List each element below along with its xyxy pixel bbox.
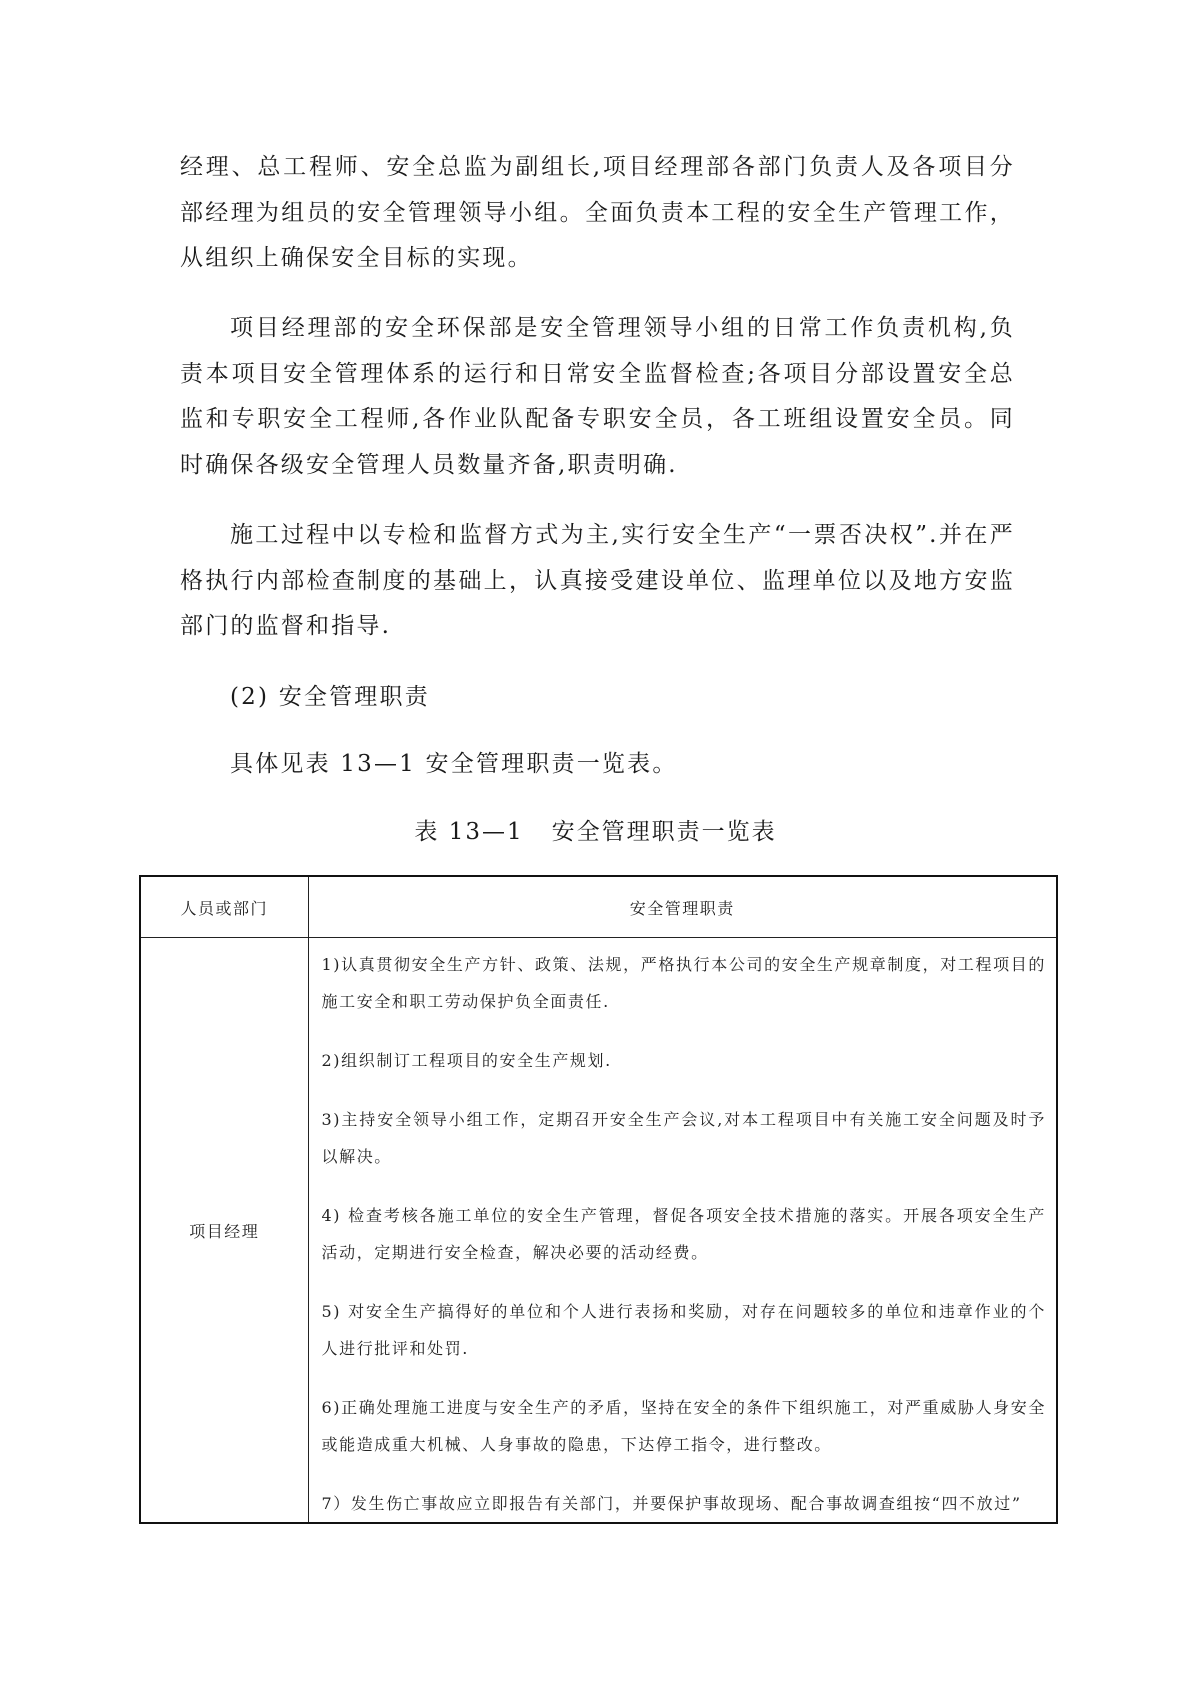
table-row: [140, 938, 1057, 1524]
body-paragraph: 项目经理部的安全环保部是安全管理领导小组的日常工作负责机构,负责本项目安全管理体系的运行和日常安全监督检查;各项目分部设置安全总监和专职安全工程师,各作业队配备专职安全员，各工班组设置安全员。同时确保各级安全管理人员数量齐备,职责明确.: [180, 315, 1015, 478]
table-header-role: 人员或部门: [140, 876, 308, 938]
table-header-row: [140, 876, 1057, 938]
body-paragraph: 经理、总工程师、安全总监为副组长,项目经理部各部门负责人及各项目分部经理为组员的安全管理领导小组。全面负责本工程的安全生产管理工作，从组织上确保安全目标的实现。: [180, 154, 1015, 271]
responsibility-table: [139, 875, 1058, 1524]
duty-item: 1)认真贯彻安全生产方针、政策、法规，严格执行本公司的安全生产规章制度，对工程项目的施工安全和职工劳动保护负全面责任.: [321, 955, 1046, 1011]
table-reference: 具体见表 13—1 安全管理职责一览表。: [230, 751, 678, 777]
duty-item: 5) 对安全生产搞得好的单位和个人进行表扬和奖励，对存在问题较多的单位和违章作业的个人进行批评和处罚.: [321, 1302, 1046, 1358]
duties-cell: [308, 938, 1057, 1524]
role-cell: 项目经理: [140, 938, 308, 1524]
duty-item: 2)组织制订工程项目的安全生产规划.: [321, 1051, 612, 1070]
duty-item: 3)主持安全领导小组工作，定期召开安全生产会议,对本工程项目中有关施工安全问题及时予以解决。: [321, 1110, 1046, 1166]
duty-item: 6)正确处理施工进度与安全生产的矛盾，坚持在安全的条件下组织施工，对严重威胁人身安全或能造成重大机械、人身事故的隐患，下达停工指令，进行整改。: [321, 1398, 1046, 1454]
duty-item: 4) 检查考核各施工单位的安全生产管理，督促各项安全技术措施的落实。开展各项安全生产活动，定期进行安全检查，解决必要的活动经费。: [321, 1206, 1046, 1262]
body-paragraph: 施工过程中以专检和监督方式为主,实行安全生产“一票否决权”.并在严格执行内部检查制度的基础上，认真接受建设单位、监理单位以及地方安监部门的监督和指导.: [180, 522, 1015, 639]
table-caption: 表 13—1 安全管理职责一览表: [414, 819, 777, 845]
duty-item: 7）发生伤亡事故应立即报告有关部门，并要保护事故现场、配合事故调查组按“四不放过”: [321, 1494, 1022, 1513]
section-heading: (2) 安全管理职责: [230, 684, 430, 710]
table-header-duties: 安全管理职责: [308, 876, 1057, 938]
